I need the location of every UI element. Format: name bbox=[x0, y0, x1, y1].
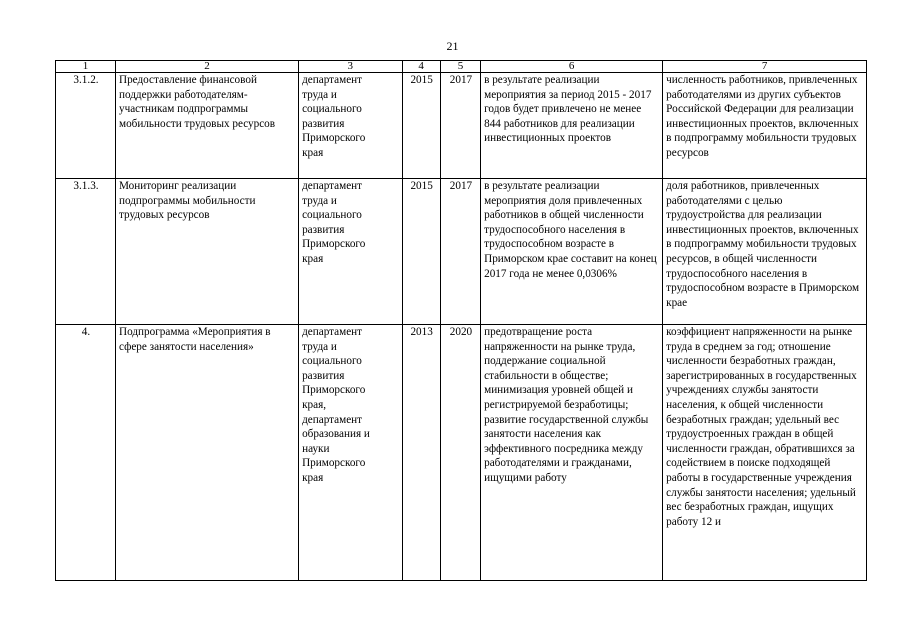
item-name: Предоставление финансовой поддержки работодателям-участникам подпрограммы мобильности трудовых ресурсов bbox=[115, 73, 298, 179]
column-number: 1 bbox=[56, 61, 116, 73]
column-number-row bbox=[56, 61, 867, 73]
table-row bbox=[56, 73, 867, 179]
item-start-year: 2015 bbox=[402, 179, 440, 325]
column-number: 3 bbox=[299, 61, 402, 73]
page-number: 21 bbox=[446, 39, 459, 53]
item-result: в результате реализации мероприятия за период 2015 - 2017 годов будет привлечено не менее 844 работников для реализации инвестиционных проектов bbox=[481, 73, 663, 179]
item-number: 3.1.3. bbox=[56, 179, 116, 325]
program-measures-table bbox=[55, 60, 867, 581]
column-number: 5 bbox=[440, 61, 480, 73]
item-executor: департамент труда и социального развития Приморского края, департамент образования и науки Приморского края bbox=[299, 325, 402, 581]
item-end-year: 2017 bbox=[440, 73, 480, 179]
item-end-year: 2020 bbox=[440, 325, 480, 581]
column-number: 4 bbox=[402, 61, 440, 73]
item-executor: департамент труда и социального развития Приморского края bbox=[299, 73, 402, 179]
item-indicator: численность работников, привлеченных работодателями из других субъектов Российской Федерации для реализации инвестиционных проектов, включенных в подпрограмму мобильности трудовых ресурсов bbox=[663, 73, 867, 179]
table-row bbox=[56, 325, 867, 581]
item-number: 4. bbox=[56, 325, 116, 581]
item-indicator: коэффициент напряженности на рынке труда в среднем за год; отношение численности безработных граждан, зарегистрированных в государственных учреждениях службы занятости населения, к общей численности безработных граждан; удельный вес трудоустроенных граждан в общей численности граждан, обратившихся за содействием в поиске подходящей работы в государственные учреждения службы занятости населения; удельный вес безработных граждан, ищущих работу 12 и bbox=[663, 325, 867, 581]
column-number: 2 bbox=[115, 61, 298, 73]
item-executor: департамент труда и социального развития Приморского края bbox=[299, 179, 402, 325]
column-number: 7 bbox=[663, 61, 867, 73]
item-name: Подпрограмма «Мероприятия в сфере занятости населения» bbox=[115, 325, 298, 581]
item-start-year: 2015 bbox=[402, 73, 440, 179]
table-row bbox=[56, 179, 867, 325]
item-start-year: 2013 bbox=[402, 325, 440, 581]
item-number: 3.1.2. bbox=[56, 73, 116, 179]
column-number: 6 bbox=[481, 61, 663, 73]
item-result: предотвращение роста напряженности на рынке труда, поддержание социальной стабильности в обществе; минимизация уровней общей и регистрируемой безработицы; развитие государственной службы занятости населения как эффективного посредника между работодателями и гражданами, ищущими работу bbox=[481, 325, 663, 581]
item-indicator: доля работников, привлеченных работодателями с целью трудоустройства для реализации инвестиционных проектов, включенных в подпрограмму мобильности трудовых ресурсов, в общей численности трудоспособного населения в трудоспособном возрасте в Приморском крае bbox=[663, 179, 867, 325]
item-result: в результате реализации мероприятия доля привлеченных работников в общей численности трудоспособного населения в трудоспособном возрасте в Приморском крае составит на конец 2017 года не менее 0,0306% bbox=[481, 179, 663, 325]
item-name: Мониторинг реализации подпрограммы мобильности трудовых ресурсов bbox=[115, 179, 298, 325]
item-end-year: 2017 bbox=[440, 179, 480, 325]
